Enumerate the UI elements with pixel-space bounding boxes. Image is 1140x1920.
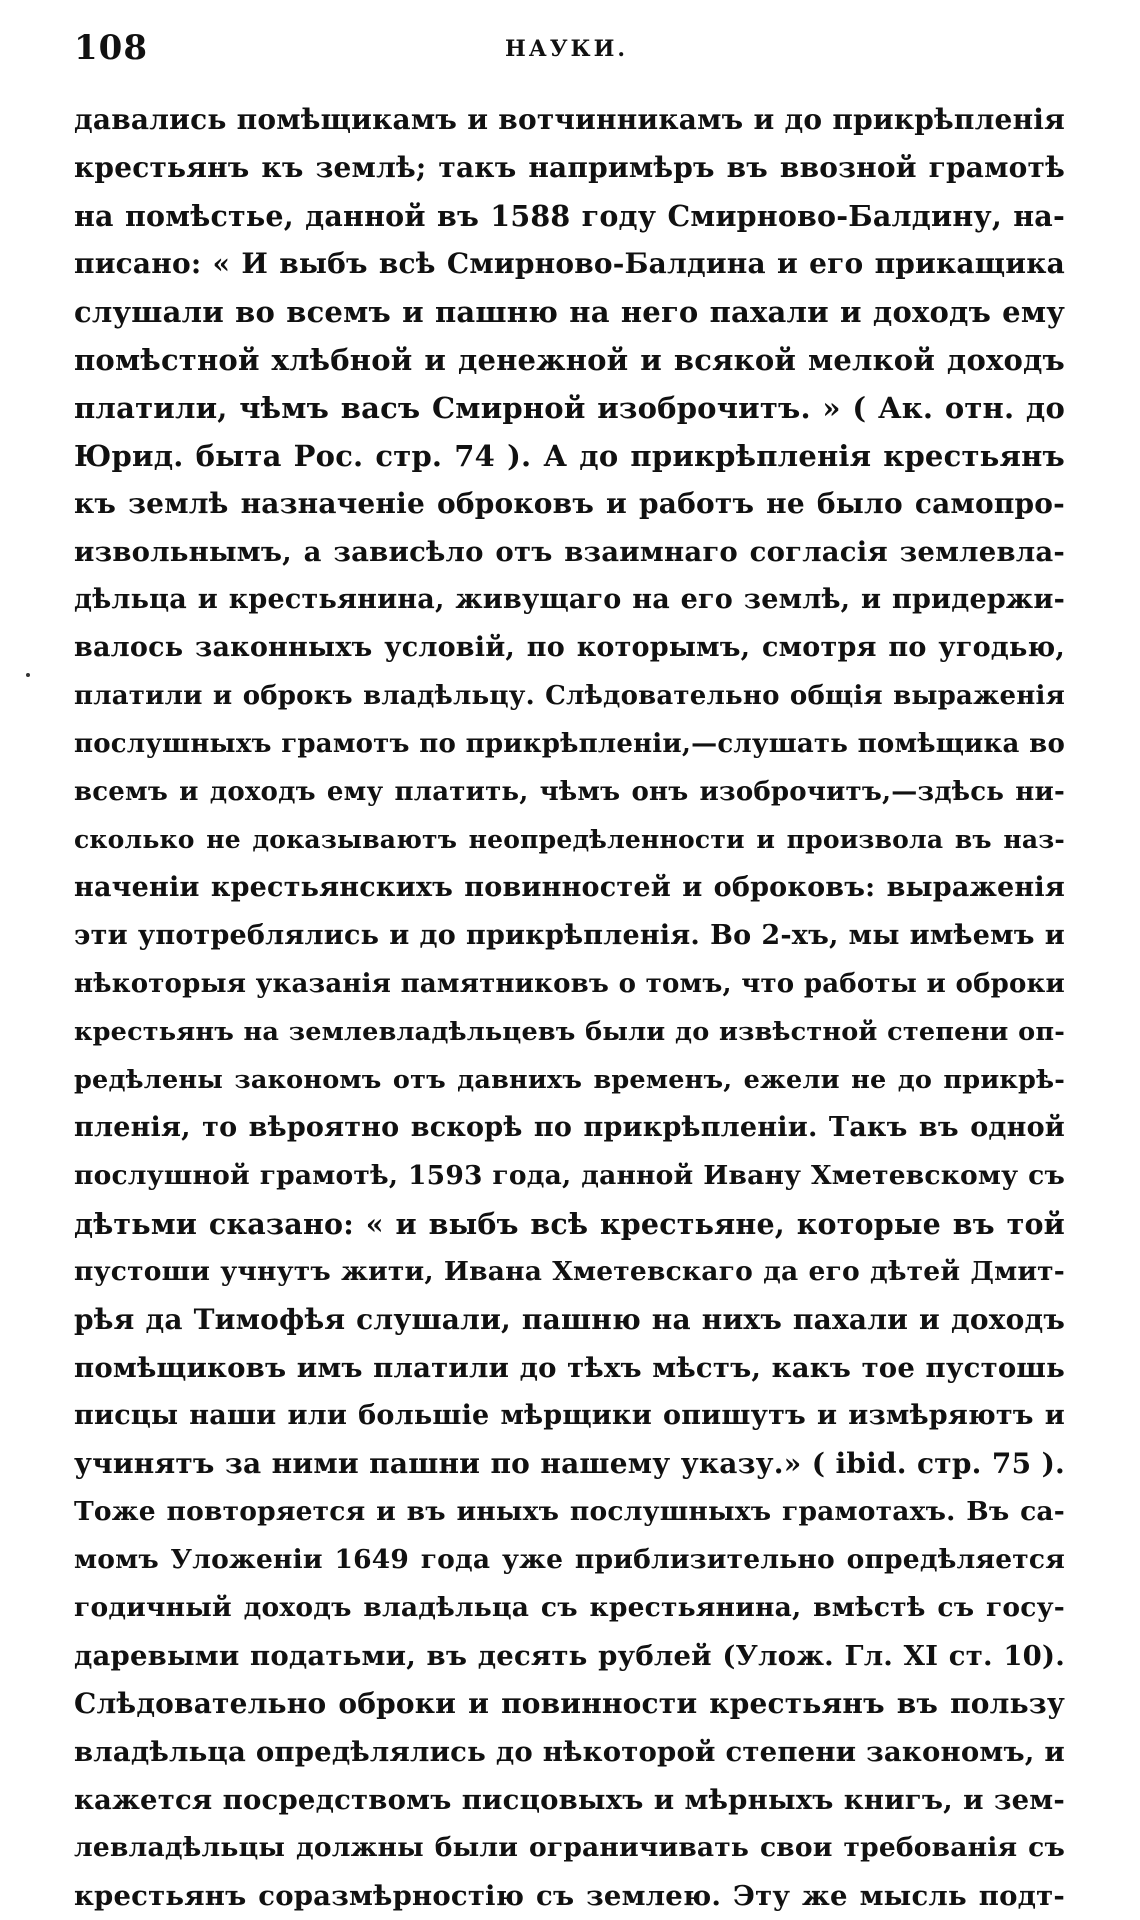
- text-line: крестьянъ къ землѣ; такъ напримѣръ въ ввозной грамотѣ: [74, 151, 1065, 184]
- text-line: помѣстной хлѣбной и денежной и всякой мелкой доходъ: [74, 343, 1065, 377]
- text-line: Слѣдовательно оброки и повинности крестьянъ въ пользу: [74, 1687, 1065, 1720]
- text-line: момъ Уложеніи 1649 года уже приблизительно опредѣляется: [74, 1544, 1065, 1575]
- stray-ink-dot: [26, 673, 30, 677]
- text-line: нѣкоторыя указанія памятниковъ о томъ, что работы и оброки: [74, 969, 1065, 999]
- text-line: валось законныхъ условій, по которымъ, смотря по угодью,: [74, 632, 1065, 663]
- text-line: редѣлены закономъ отъ давнихъ временъ, ежели не до прикрѣ-: [74, 1065, 1065, 1095]
- text-line: сколько не доказываютъ неопредѣленности и произвола въ наз-: [74, 825, 1065, 854]
- text-line: пленія, то вѣроятно вскорѣ по прикрѣпленіи. Такъ въ одной: [74, 1112, 1065, 1143]
- text-line: извольнымъ, а зависѣло отъ взаимнаго согласія землевла-: [74, 536, 1065, 568]
- text-line: послушной грамотѣ, 1593 года, данной Ивану Хметевскому съ: [74, 1160, 1065, 1191]
- text-line: всемъ и доходъ ему платить, чѣмъ онъ изоброчитъ,—здѣсь ни-: [74, 777, 1065, 807]
- text-line: кажется посредствомъ писцовыхъ и мѣрныхъ книгъ, и зем-: [74, 1784, 1065, 1816]
- text-line: слушали во всемъ и пашню на него пахали и доходъ ему: [74, 295, 1065, 329]
- text-line: дѣтьми сказано: « и выбъ всѣ крестьяне, которые въ той: [74, 1207, 1065, 1241]
- text-line: платили и оброкъ владѣльцу. Слѣдовательно общія выраженія: [74, 681, 1065, 711]
- text-line: помѣщиковъ имъ платили до тѣхъ мѣстъ, какъ тое пустошь: [74, 1352, 1065, 1384]
- text-line: послушныхъ грамотъ по прикрѣпленіи,—слушать помѣщика во: [74, 729, 1065, 759]
- text-line: платили, чѣмъ васъ Смирной изоброчитъ. » ( Ак. отн. до: [74, 391, 1065, 425]
- body-text: [74, 96, 1065, 1920]
- text-line: владѣльца опредѣлялись до нѣкоторой степени закономъ, и: [74, 1736, 1065, 1768]
- text-line: даревыми податьми, въ десять рублей (Улож. Гл. XI ст. 10).: [74, 1640, 1065, 1672]
- text-line: дѣльца и крестьянина, живущаго на его землѣ, и придержи-: [74, 584, 1065, 615]
- text-line: учинятъ за ними пашни по нашему указу.» ( ibid. стр. 75 ).: [74, 1447, 1065, 1480]
- running-head: [0, 28, 1140, 78]
- text-line: крестьянъ на землевладѣльцевъ были до извѣстной степени оп-: [74, 1017, 1065, 1047]
- text-line: давались помѣщикамъ и вотчинникамъ и до прикрѣпленія: [74, 103, 1065, 136]
- text-line: пустоши учнутъ жити, Ивана Хметевскаго да его дѣтей Дмит-: [74, 1256, 1065, 1287]
- text-line: Юрид. быта Рос. стр. 74 ). А до прикрѣпленія крестьянъ: [74, 439, 1065, 473]
- text-line: наченіи крестьянскихъ повинностей и оброковъ: выраженія: [74, 872, 1065, 903]
- text-line: Тоже повторяется и въ иныхъ послушныхъ грамотахъ. Въ са-: [74, 1496, 1065, 1527]
- text-line: на помѣстье, данной въ 1588 году Смирново-Балдину, на-: [74, 199, 1065, 233]
- text-line: крестьянъ соразмѣрностію съ землею. Эту же мысль подт-: [74, 1880, 1065, 1912]
- text-line: эти употреблялись и до прикрѣпленія. Во 2-хъ, мы имѣемъ и: [74, 920, 1065, 951]
- page-number: 108: [74, 28, 148, 68]
- text-line: писано: « И выбъ всѣ Смирново-Балдина и его прикащика: [74, 247, 1065, 280]
- text-line: годичный доходъ владѣльца съ крестьянина, вмѣстѣ съ госу-: [74, 1592, 1065, 1623]
- text-line: писцы наши или большіе мѣрщики опишутъ и измѣряютъ и: [74, 1400, 1065, 1431]
- text-line: къ землѣ назначеніе оброковъ и работъ не было самопро-: [74, 487, 1065, 520]
- section-title: НАУКИ.: [505, 36, 629, 62]
- text-line: рѣя да Тимофѣя слушали, пашню на нихъ пахали и доходъ: [74, 1303, 1065, 1336]
- text-line: левладѣльцы должны были ограничивать свои требованія съ: [74, 1832, 1065, 1863]
